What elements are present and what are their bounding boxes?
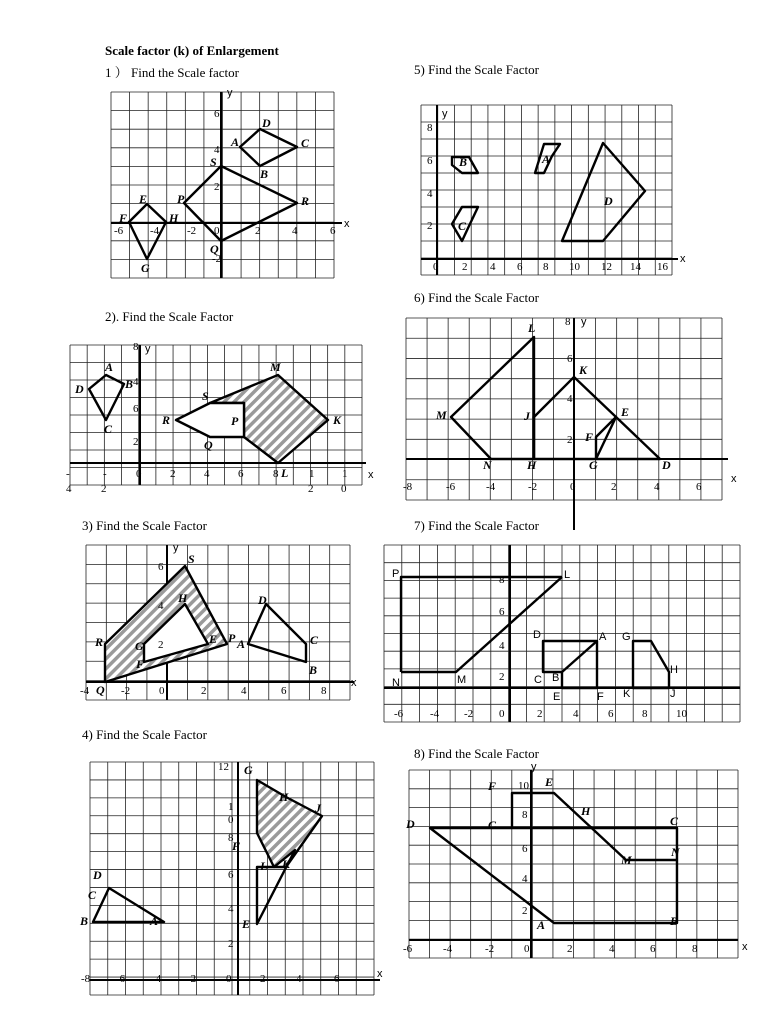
point-label-2: P bbox=[231, 414, 239, 428]
axis-label-y-6: y bbox=[581, 316, 587, 328]
axis-label-x-6: x bbox=[731, 473, 737, 485]
tick-4: 6 bbox=[228, 869, 234, 881]
point-label-8: B bbox=[670, 914, 679, 928]
point-label-3: G bbox=[135, 639, 144, 653]
point-label-1: P bbox=[177, 192, 185, 206]
tick-1: 6 bbox=[214, 108, 220, 120]
tick-7: 4 bbox=[573, 708, 579, 720]
tick-3: 2 bbox=[201, 685, 207, 697]
tick-1: 2 bbox=[214, 181, 220, 193]
point-label-2: D bbox=[75, 382, 84, 396]
tick-6: -2 bbox=[528, 481, 538, 493]
point-label-6: H bbox=[527, 458, 537, 472]
point-label-4: G bbox=[244, 763, 253, 777]
tick-1: 2 bbox=[255, 225, 261, 237]
tick-7: 8 bbox=[499, 574, 505, 586]
tick-2: 8 bbox=[273, 468, 279, 480]
tick-2: 2 bbox=[101, 483, 107, 495]
tick-2: 1 bbox=[342, 468, 348, 480]
tick-6: 6 bbox=[567, 353, 573, 365]
axis-label-y-2: y bbox=[145, 343, 151, 355]
point-label-5: D bbox=[604, 194, 613, 208]
tick-8: 10 bbox=[518, 780, 529, 792]
point-label-3: E bbox=[209, 632, 218, 646]
point-label-7: F bbox=[597, 691, 604, 703]
graph-4 bbox=[79, 761, 383, 995]
point-label-1: C bbox=[301, 136, 310, 150]
point-label-5: C bbox=[458, 219, 467, 233]
point-label-1: F bbox=[119, 211, 128, 225]
shape-lower-8 bbox=[430, 812, 677, 923]
point-label-8: E bbox=[545, 775, 554, 789]
tick-8: 2 bbox=[522, 905, 528, 917]
point-label-1: R bbox=[301, 194, 310, 208]
tick-8: -2 bbox=[485, 943, 495, 955]
tick-5: 10 bbox=[569, 261, 580, 273]
point-label-5: A bbox=[542, 152, 551, 166]
point-label-8: D bbox=[406, 817, 415, 831]
point-label-8: M bbox=[621, 853, 632, 867]
point-label-3: S bbox=[188, 552, 195, 566]
point-label-7: G bbox=[622, 631, 631, 643]
point-label-8: A bbox=[537, 918, 546, 932]
tick-5: 6 bbox=[517, 261, 523, 273]
tick-3: -4 bbox=[80, 685, 90, 697]
point-label-6: J bbox=[524, 409, 530, 423]
point-label-8: C bbox=[670, 814, 679, 828]
tick-3: 2 bbox=[158, 639, 164, 651]
point-label-6: M bbox=[436, 408, 447, 422]
point-label-7: J bbox=[670, 688, 676, 700]
tick-7: -2 bbox=[464, 708, 474, 720]
heading-problem-3: 3) Find the Scale Factor bbox=[82, 518, 207, 533]
tick-6: 4 bbox=[567, 393, 573, 405]
shape-pl-7 bbox=[401, 577, 562, 672]
tick-4: 4 bbox=[228, 903, 234, 915]
tick-2: 4 bbox=[66, 483, 72, 495]
point-label-1: A bbox=[231, 135, 240, 149]
tick-8: 6 bbox=[522, 843, 528, 855]
tick-2: 4 bbox=[204, 468, 210, 480]
heading-problem-2: 2). Find the Scale Factor bbox=[105, 309, 234, 324]
tick-2: 1 bbox=[309, 468, 315, 480]
tick-2: 6 bbox=[133, 403, 139, 415]
axis-label-x-5: x bbox=[680, 253, 686, 265]
tick-6: 2 bbox=[611, 481, 617, 493]
graph-8 bbox=[403, 761, 748, 958]
point-label-2: Q bbox=[204, 438, 213, 452]
tick-4: 12 bbox=[218, 761, 229, 773]
point-label-1: B bbox=[260, 167, 269, 181]
point-label-3: P bbox=[228, 631, 236, 645]
shape-nml-7 bbox=[401, 577, 562, 672]
tick-2: 8 bbox=[133, 341, 139, 353]
shape-d-5 bbox=[562, 143, 645, 241]
tick-2: 0 bbox=[341, 483, 347, 495]
tick-6: 4 bbox=[654, 481, 660, 493]
tick-7: -4 bbox=[430, 708, 440, 720]
tick-8: 6 bbox=[650, 943, 656, 955]
tick-1: 6 bbox=[330, 225, 336, 237]
point-label-4: E bbox=[242, 917, 251, 931]
tick-6: 2 bbox=[567, 434, 573, 446]
tick-5: 2 bbox=[462, 261, 468, 273]
point-label-7: K bbox=[623, 688, 631, 700]
point-label-3: F bbox=[136, 657, 145, 671]
axis-label-y-3: y bbox=[173, 542, 179, 554]
tick-1: 0 bbox=[214, 225, 220, 237]
heading-problem-5: 5) Find the Scale Factor bbox=[414, 62, 539, 77]
tick-6: -4 bbox=[486, 481, 496, 493]
heading-problem-1: 1 ） Find the Scale factor bbox=[105, 65, 239, 80]
tick-1: -2 bbox=[212, 253, 222, 265]
tick-5: 8 bbox=[543, 261, 549, 273]
point-label-2: K bbox=[333, 413, 342, 427]
tick-8: 4 bbox=[609, 943, 615, 955]
point-label-6: L bbox=[528, 321, 536, 335]
tick-5: 0 bbox=[433, 261, 439, 273]
tick-5: 4 bbox=[427, 188, 433, 200]
tick-8: 2 bbox=[567, 943, 573, 955]
tick-4: 6 bbox=[334, 973, 340, 985]
tick-4: 4 bbox=[296, 973, 302, 985]
axis-label-y-5: y bbox=[442, 108, 448, 120]
tick-5: 12 bbox=[601, 261, 612, 273]
tick-7: 2 bbox=[499, 671, 505, 683]
point-label-6: G bbox=[589, 458, 598, 472]
tick-8: 8 bbox=[522, 809, 528, 821]
point-label-4: D bbox=[93, 868, 102, 882]
point-label-3: A bbox=[237, 637, 246, 651]
point-label-4: K bbox=[282, 857, 291, 871]
tick-4: 0 bbox=[228, 814, 234, 826]
tick-8: 8 bbox=[692, 943, 698, 955]
tick-5: 4 bbox=[490, 261, 496, 273]
point-label-7: H bbox=[670, 664, 678, 676]
tick-8: 4 bbox=[522, 873, 528, 885]
axis-label-y-1: y bbox=[227, 87, 233, 99]
tick-7: 8 bbox=[642, 708, 648, 720]
point-label-6: N bbox=[483, 458, 492, 472]
point-label-4: L bbox=[260, 859, 268, 873]
tick-3: 8 bbox=[321, 685, 327, 697]
tick-1: -4 bbox=[150, 225, 160, 237]
point-label-7: N bbox=[392, 677, 400, 689]
tick-1: -6 bbox=[114, 225, 124, 237]
graph-5 bbox=[421, 105, 686, 275]
tick-7: 4 bbox=[499, 640, 505, 652]
tick-2: - bbox=[103, 468, 107, 480]
point-label-7: P bbox=[392, 568, 400, 580]
tick-3: 6 bbox=[158, 561, 164, 573]
tick-6: -6 bbox=[446, 481, 456, 493]
tick-4: -4 bbox=[152, 973, 162, 985]
graph-1 bbox=[111, 87, 350, 278]
tick-8: -6 bbox=[403, 943, 413, 955]
point-label-2: S bbox=[202, 389, 209, 403]
heading-problem-6: 6) Find the Scale Factor bbox=[414, 290, 539, 305]
tick-3: 4 bbox=[158, 600, 164, 612]
axis-label-x-4: x bbox=[377, 968, 383, 980]
tick-6: 8 bbox=[565, 316, 571, 328]
point-label-1: H bbox=[169, 211, 179, 225]
tick-3: 0 bbox=[159, 685, 165, 697]
point-label-2: A bbox=[105, 360, 114, 374]
tick-4: 2 bbox=[260, 973, 266, 985]
axis-label-x-2: x bbox=[368, 469, 374, 481]
point-label-2: M bbox=[270, 360, 281, 374]
point-label-2: R bbox=[162, 413, 171, 427]
point-label-8: C bbox=[488, 818, 497, 832]
tick-7: 6 bbox=[499, 606, 505, 618]
tick-1: 4 bbox=[214, 144, 220, 156]
tick-7: -6 bbox=[394, 708, 404, 720]
point-label-7: L bbox=[564, 569, 571, 581]
tick-2: 2 bbox=[133, 436, 139, 448]
point-label-3: Q bbox=[96, 683, 105, 697]
tick-4: -8 bbox=[81, 973, 91, 985]
tick-8: -4 bbox=[443, 943, 453, 955]
tick-6: -8 bbox=[403, 481, 413, 493]
point-label-7: B bbox=[552, 672, 560, 684]
axis-label-x-1: x bbox=[344, 218, 350, 230]
tick-3: 6 bbox=[281, 685, 287, 697]
tick-4: 0 bbox=[226, 973, 232, 985]
point-label-4: A bbox=[150, 914, 159, 928]
tick-8: 0 bbox=[524, 943, 530, 955]
point-label-1: G bbox=[141, 261, 150, 275]
point-label-3: C bbox=[310, 633, 319, 647]
tick-7: 10 bbox=[676, 708, 687, 720]
shape-abcd-3 bbox=[248, 604, 306, 662]
point-label-4: J bbox=[315, 801, 321, 815]
heading-problem-7: 7) Find the Scale Factor bbox=[414, 518, 539, 533]
worksheet-title: Scale factor (k) of Enlargement bbox=[105, 43, 279, 58]
point-label-6: D bbox=[662, 458, 671, 472]
axis-label-x-3: x bbox=[351, 677, 357, 689]
tick-2: - bbox=[66, 468, 70, 480]
heading-problem-4: 4) Find the Scale Factor bbox=[82, 727, 207, 742]
tick-5: 6 bbox=[427, 155, 433, 167]
tick-5: 8 bbox=[427, 122, 433, 134]
point-label-3: H bbox=[178, 591, 188, 605]
tick-7: 0 bbox=[499, 708, 505, 720]
tick-5: 2 bbox=[427, 220, 433, 232]
point-label-4: B bbox=[80, 914, 89, 928]
tick-4: 1 bbox=[228, 801, 234, 813]
point-label-1: S bbox=[210, 155, 217, 169]
tick-6: 6 bbox=[696, 481, 702, 493]
point-label-3: B bbox=[309, 663, 318, 677]
point-label-1: Q bbox=[210, 242, 219, 256]
point-label-3: D bbox=[258, 593, 267, 607]
tick-1: 4 bbox=[292, 225, 298, 237]
shape-lmn-6 bbox=[451, 337, 534, 459]
tick-7: 2 bbox=[537, 708, 543, 720]
tick-6: 0 bbox=[570, 481, 576, 493]
tick-2: 4 bbox=[133, 376, 139, 388]
point-label-1: D bbox=[262, 116, 271, 130]
point-label-7: A bbox=[599, 631, 607, 643]
tick-5: 16 bbox=[657, 261, 668, 273]
point-label-6: K bbox=[579, 363, 588, 377]
graph-3 bbox=[80, 542, 357, 700]
tick-2: 6 bbox=[238, 468, 244, 480]
tick-5: 14 bbox=[630, 261, 641, 273]
point-label-6: E bbox=[621, 405, 630, 419]
point-label-1: E bbox=[139, 192, 148, 206]
point-label-7: D bbox=[533, 629, 541, 641]
axis-label-y-8: y bbox=[531, 761, 537, 773]
tick-2: 0 bbox=[136, 468, 142, 480]
tick-4: 2 bbox=[228, 938, 234, 950]
tick-7: 6 bbox=[608, 708, 614, 720]
tick-4: -6 bbox=[116, 973, 126, 985]
point-label-4: C bbox=[88, 888, 97, 902]
point-label-3: R bbox=[95, 635, 104, 649]
point-label-6: F bbox=[585, 430, 594, 444]
tick-3: -2 bbox=[121, 685, 131, 697]
point-label-8: F bbox=[488, 779, 497, 793]
point-label-4: F bbox=[232, 839, 241, 853]
graph-2 bbox=[66, 341, 374, 495]
shape-efg-6 bbox=[596, 417, 616, 459]
tick-2: 2 bbox=[308, 483, 314, 495]
point-label-8: N bbox=[671, 845, 680, 859]
tick-2: 2 bbox=[170, 468, 176, 480]
graph-7 bbox=[384, 545, 740, 722]
point-label-5: B bbox=[459, 155, 468, 169]
point-label-2: C bbox=[104, 422, 113, 436]
tick-4: -2 bbox=[187, 973, 197, 985]
heading-problem-8: 8) Find the Scale Factor bbox=[414, 746, 539, 761]
point-label-2: B bbox=[125, 377, 134, 391]
point-label-7: E bbox=[553, 691, 561, 703]
graph-6 bbox=[403, 316, 737, 530]
point-label-8: H bbox=[581, 804, 591, 818]
tick-4: 8 bbox=[228, 832, 234, 844]
point-label-4: H bbox=[279, 790, 289, 804]
point-label-2: L bbox=[281, 466, 289, 480]
point-label-7: M bbox=[457, 674, 467, 686]
point-label-7: C bbox=[534, 674, 542, 686]
tick-3: 4 bbox=[241, 685, 247, 697]
shape-efgh-1 bbox=[129, 204, 166, 259]
tick-1: -2 bbox=[187, 225, 197, 237]
axis-label-x-8: x bbox=[742, 941, 748, 953]
